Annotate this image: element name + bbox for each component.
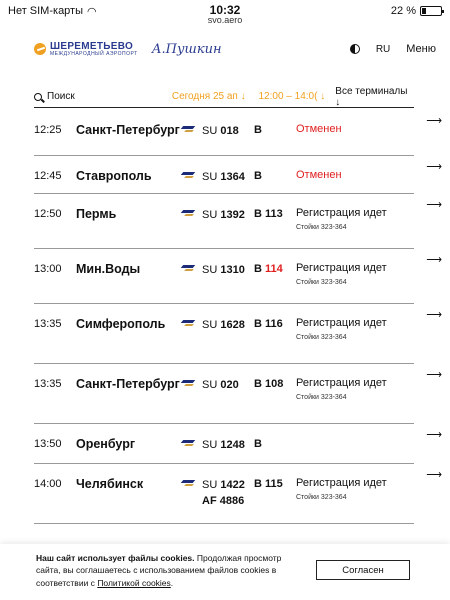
url-bar[interactable]: svo.aero [207, 15, 243, 25]
flight-number: SU 1310 [202, 264, 245, 276]
flight-row[interactable] [34, 424, 442, 464]
aeroflot-logo-icon [182, 264, 194, 272]
gate: B 108 [254, 378, 284, 390]
status-bar [0, 0, 450, 25]
gate: B 114 [254, 263, 283, 275]
flight-number: SU 1392 [202, 209, 245, 221]
date-filter[interactable]: Сегодня 25 ап ↓ [171, 91, 246, 102]
flight-status: Регистрация идет [296, 377, 387, 389]
flight-row[interactable] [34, 364, 442, 424]
flight-number: SU 1248 [202, 439, 245, 451]
aeroflot-logo-icon [182, 379, 194, 387]
flight-status: Отменен [296, 169, 342, 181]
aeroflot-logo-icon [182, 171, 194, 179]
arrow-right-icon[interactable]: ⟶ [426, 469, 442, 481]
cookie-text: Наш сайт использует файлы cookies. Продолжая просмотр сайта, вы соглашаетесь с использованием файлов cookies в соответствии с Политикой cookies. [36, 553, 282, 588]
arrow-right-icon[interactable]: ⟶ [426, 309, 442, 321]
time-filter[interactable]: 12:00 – 14:0( ↓ [258, 91, 326, 102]
flight-time: 14:00 [34, 478, 62, 490]
aeroflot-logo-icon [182, 319, 194, 327]
filter-bar [34, 86, 414, 108]
language-switch[interactable]: RU [375, 43, 391, 55]
checkin-counters: Стойки 323-364 [296, 494, 347, 501]
checkin-counters: Стойки 323-364 [296, 334, 347, 341]
arrow-right-icon[interactable]: ⟶ [426, 199, 442, 211]
pushkin-signature: А.Пушкин [151, 41, 222, 57]
flight-time: 13:35 [34, 378, 62, 390]
flight-time: 13:50 [34, 438, 62, 450]
flight-number: SU 018 [202, 125, 239, 137]
flight-status: Регистрация идет [296, 477, 387, 489]
gate: B 116 [254, 318, 283, 330]
aeroflot-logo-icon [182, 439, 194, 447]
flight-row[interactable] [34, 304, 442, 364]
aeroflot-logo-icon [182, 209, 194, 217]
flight-time: 13:00 [34, 263, 62, 275]
logo-title: ШЕРЕМЕТЬЕВО [50, 40, 134, 52]
accept-cookies-button[interactable]: Согласен [316, 560, 410, 580]
flight-row[interactable] [34, 194, 442, 249]
site-header [0, 36, 450, 62]
airport-logo-icon [34, 43, 46, 55]
aeroflot-logo-icon [182, 125, 194, 133]
arrow-right-icon[interactable]: ⟶ [426, 254, 442, 266]
destination-city: Ставрополь [76, 169, 152, 183]
flight-status: Регистрация идет [296, 207, 387, 219]
sheremetyevo-logo[interactable] [34, 42, 138, 57]
flight-row[interactable] [34, 464, 442, 524]
flight-number: SU 1422 AF 4886 [202, 479, 245, 507]
search-input[interactable] [34, 91, 172, 102]
flight-list [34, 110, 442, 524]
flight-time: 12:50 [34, 208, 62, 220]
arrow-right-icon[interactable]: ⟶ [426, 369, 442, 381]
destination-city: Санкт-Петербург [76, 377, 180, 391]
cookie-policy-link[interactable]: Политикой cookies [97, 577, 171, 588]
destination-city: Челябинск [76, 477, 144, 491]
menu-button[interactable]: Меню [406, 43, 436, 55]
clock: 10:32 [209, 3, 241, 17]
gate: B 115 [254, 478, 283, 490]
battery-percent: 22 % [390, 5, 416, 17]
flight-row[interactable] [34, 156, 442, 194]
checkin-counters: Стойки 323-364 [296, 224, 347, 231]
destination-city: Симферополь [76, 317, 166, 331]
aeroflot-logo-icon [182, 479, 194, 487]
flight-time: 13:35 [34, 318, 62, 330]
checkin-counters: Стойки 323-364 [296, 394, 347, 401]
gate: B [254, 438, 262, 450]
flight-row[interactable] [34, 249, 442, 304]
logo-subtitle: МЕЖДУНАРОДНЫЙ АЭРОПОРТ [50, 50, 138, 57]
flight-number: SU 1364 [202, 171, 245, 183]
flight-time: 12:45 [34, 170, 62, 182]
destination-city: Мин.Воды [76, 262, 141, 276]
terminal-filter[interactable]: Все терминалы ↓ [335, 85, 408, 108]
destination-city: Санкт-Петербург [76, 123, 180, 137]
flight-status: Регистрация идет [296, 317, 387, 329]
arrow-right-icon[interactable]: ⟶ [426, 115, 442, 127]
flight-number: SU 020 [202, 379, 239, 391]
flight-row[interactable] [34, 110, 442, 156]
battery-icon [420, 6, 442, 16]
search-icon [34, 93, 42, 101]
checkin-counters: Стойки 323-364 [296, 279, 347, 286]
flight-status: Отменен [296, 123, 342, 135]
contrast-toggle-icon[interactable] [350, 44, 360, 54]
arrow-right-icon[interactable]: ⟶ [426, 161, 442, 173]
destination-city: Пермь [76, 207, 117, 221]
wifi-icon: ◠ [87, 5, 97, 18]
carrier-label: Нет SIM-карты [8, 5, 84, 17]
destination-city: Оренбург [76, 437, 136, 451]
flight-status: Регистрация идет [296, 262, 387, 274]
flight-time: 12:25 [34, 124, 62, 136]
gate: B [254, 124, 262, 136]
cookie-banner [0, 544, 450, 600]
gate: B 113 [254, 208, 283, 220]
flight-number: SU 1628 [202, 319, 245, 331]
gate: B [254, 170, 262, 182]
search-placeholder: Поиск [47, 91, 75, 102]
arrow-right-icon[interactable]: ⟶ [426, 429, 442, 441]
